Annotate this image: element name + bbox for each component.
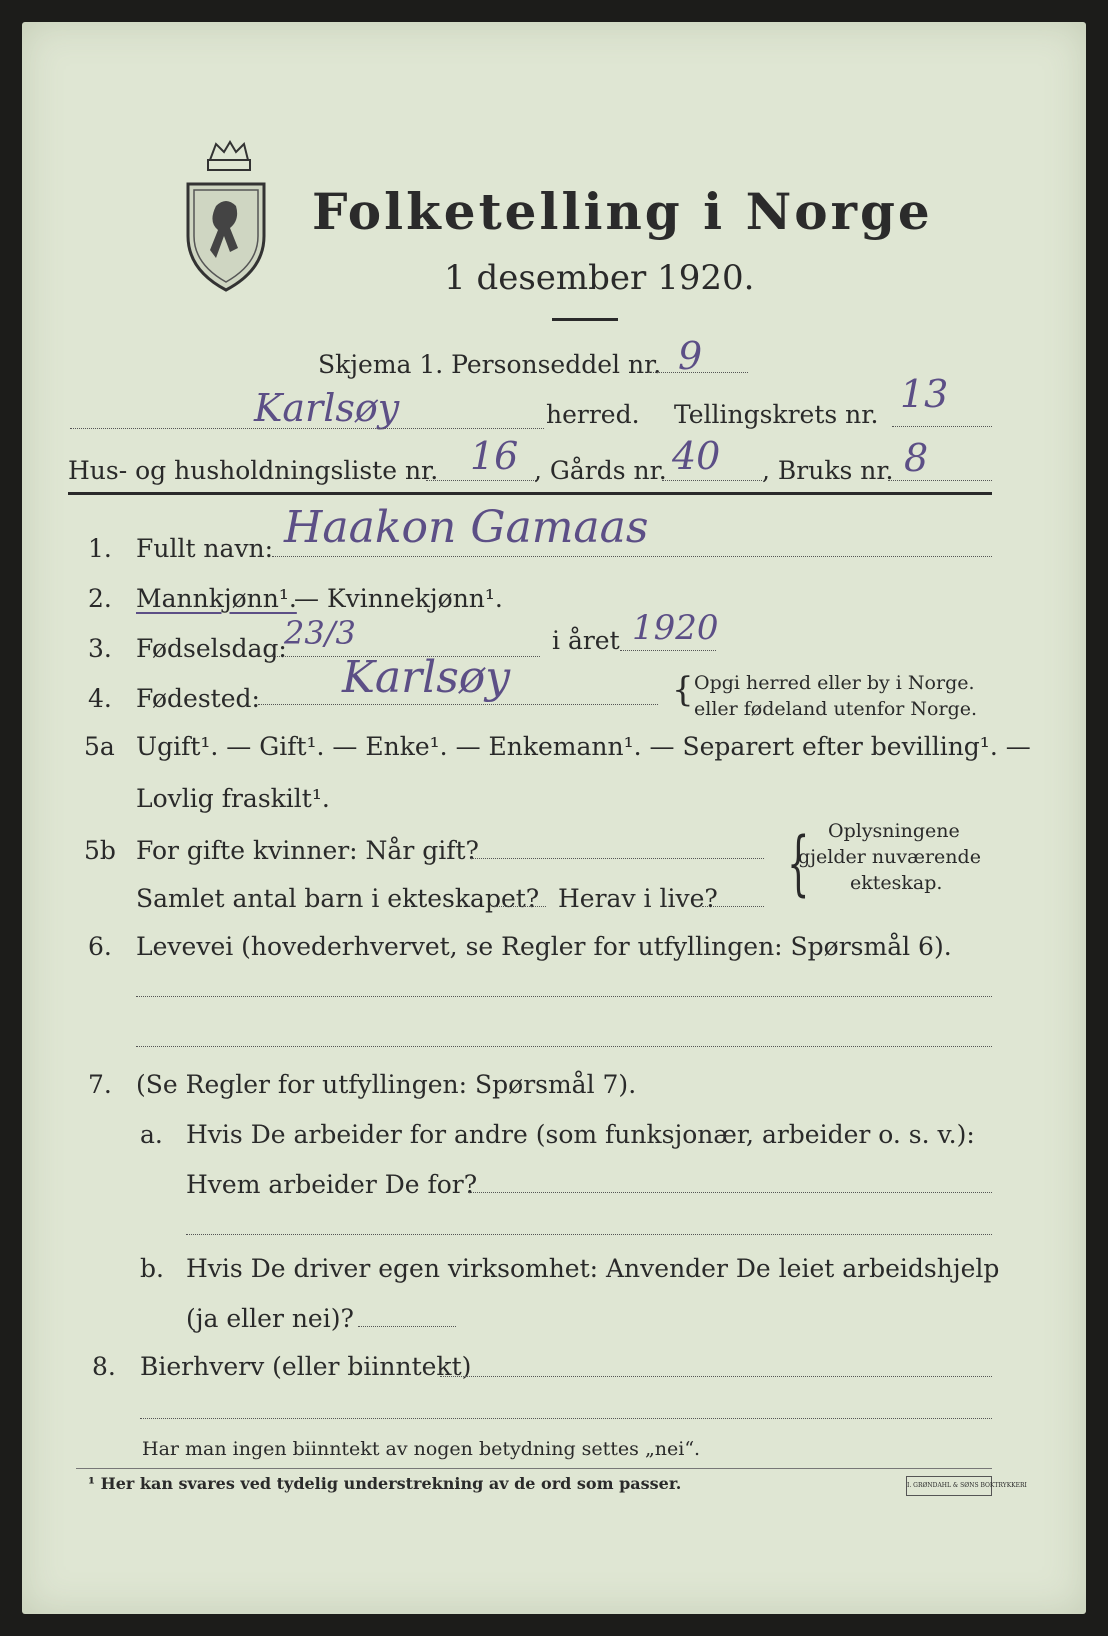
title-divider: [552, 318, 618, 321]
q7a-label: Hvis De arbeider for andre (som funksjonær, arbeider o. s. v.):: [186, 1120, 975, 1149]
q7b-number: b.: [140, 1254, 164, 1283]
header-rule: [68, 492, 992, 495]
q3-year-label: i året: [552, 626, 620, 655]
tellingskrets-value[interactable]: 13: [900, 372, 949, 416]
birthplace-value[interactable]: Karlsøy: [342, 652, 511, 703]
q3-number: 3.: [88, 634, 112, 663]
census-form: Folketelling i Norge 1 desember 1920. Skjema 1. Personseddel nr. 9 Karlsøy herred. Tellingskrets nr. 13 Hus- og husholdningsliste nr. 16 , Gårds nr. 40 , Bruks nr. 8 1. Fullt navn: Haakon Gamaas 2. Mannkjønn¹. — Kvinnekjønn¹. 3. Fødselsdag: 23/3 i året 1920 4. Fødested: Karlsøy { Opgi herred eller by i Norge. eller fødeland utenfor Norge. 5a Ugift¹. — Gift¹. — Enke¹. — Enkemann¹. — Separert efter bevilling¹. — Lovlig fraskilt¹. 5b For gifte kvinner: Når gift? Samlet antal barn i ekteskapet? Herav i live? { Oplysningene gjelder nuværende ekteskap. 6. Levevei (hovederhvervet, se Regler for utfyllingen: Spørsmål 6). 7. (Se Regler for utfyllingen: Spørsmål 7). a. Hvis De arbeider for andre (som funksjonær, arbeider o. s. v.): Hvem arbeider De for? b. Hvis De driver egen virksomhet: Anvender De leiet arbeidshjelp (ja eller nei)? 8. Bierhverv (eller biinntekt) Har man ingen biinntekt av nogen betydning settes „nei“. ¹ Her kan svares ved tydelig understrekning av de ord som passer. I. GRØNDAHL & SØNS BOKTRYKKERI: [22, 22, 1086, 1614]
q5b-note-2: gjelder nuværende: [798, 846, 981, 868]
q6-line-1[interactable]: [136, 996, 992, 997]
q7a-employer-label: Hvem arbeider De for?: [186, 1170, 478, 1199]
q6-line-2[interactable]: [136, 1046, 992, 1047]
q8-line-2[interactable]: [140, 1418, 992, 1419]
bruks-label: , Bruks nr.: [762, 456, 894, 485]
full-name-value[interactable]: Haakon Gamaas: [284, 502, 649, 553]
herred-value[interactable]: Karlsøy: [254, 386, 400, 430]
hus-label: Hus- og husholdningsliste nr.: [68, 456, 439, 485]
q8-line-1[interactable]: [440, 1376, 992, 1377]
q4-label: Fødested:: [136, 684, 260, 713]
q4-number: 4.: [88, 684, 112, 713]
footnote: ¹ Her kan svares ved tydelig understrekning av de ord som passer.: [88, 1474, 682, 1493]
q7-number: 7.: [88, 1070, 112, 1099]
q4-note-1: Opgi herred eller by i Norge.: [694, 672, 975, 694]
q5a-number: 5a: [84, 732, 115, 761]
q8-number: 8.: [92, 1352, 116, 1381]
printer-stamp: I. GRØNDAHL & SØNS BOKTRYKKERI: [906, 1476, 992, 1496]
q5b-note-1: Oplysningene: [828, 820, 960, 842]
q4-note-2: eller fødeland utenfor Norge.: [694, 698, 978, 720]
q5b-alive-label: Herav i live?: [558, 884, 718, 913]
q2-female-option[interactable]: — Kvinnekjønn¹.: [294, 584, 503, 613]
gards-label: , Gårds nr.: [534, 456, 667, 485]
q7a-number: a.: [140, 1120, 163, 1149]
q5b-children-label: Samlet antal barn i ekteskapet?: [136, 884, 540, 913]
census-date: 1 desember 1920.: [444, 258, 755, 298]
q2-male-option[interactable]: Mannkjønn¹.: [136, 584, 297, 613]
q7b-answer-label: (ja eller nei)?: [186, 1304, 354, 1333]
form-title: Folketelling i Norge: [312, 182, 933, 241]
q5b-note-3: ekteskap.: [850, 872, 943, 894]
bruks-value[interactable]: 8: [904, 436, 929, 480]
q7a-line-2[interactable]: [186, 1234, 992, 1235]
gards-value[interactable]: 40: [672, 434, 721, 478]
coat-of-arms-icon: [180, 140, 272, 292]
q8-label: Bierhverv (eller biinntekt): [140, 1352, 472, 1381]
q5a-options-cont[interactable]: Lovlig fraskilt¹.: [136, 784, 330, 813]
q7-label: (Se Regler for utfyllingen: Spørsmål 7).: [136, 1070, 637, 1099]
personseddel-value[interactable]: 9: [678, 334, 703, 378]
herred-label: herred.: [546, 400, 640, 429]
q7a-employer-line[interactable]: [468, 1192, 992, 1193]
q7b-label: Hvis De driver egen virksomhet: Anvender De leiet arbeidshjelp: [186, 1254, 1000, 1283]
schema-label: Skjema 1. Personseddel nr.: [318, 350, 662, 379]
q3-label: Fødselsdag:: [136, 634, 287, 663]
q8-note: Har man ingen biinntekt av nogen betydning settes „nei“.: [142, 1438, 701, 1460]
q1-number: 1.: [88, 534, 112, 563]
hus-value[interactable]: 16: [470, 434, 519, 478]
q2-number: 2.: [88, 584, 112, 613]
birthdate-value[interactable]: 23/3: [284, 614, 356, 652]
q6-number: 6.: [88, 932, 112, 961]
birth-year-value[interactable]: 1920: [632, 608, 719, 648]
q1-label: Fullt navn:: [136, 534, 274, 563]
q5a-options[interactable]: Ugift¹. — Gift¹. — Enke¹. — Enkemann¹. — Separert efter bevilling¹. —: [136, 732, 1031, 761]
q5b-label: For gifte kvinner: Når gift?: [136, 836, 479, 865]
q7b-answer-line[interactable]: [358, 1326, 456, 1327]
tellingskrets-label: Tellingskrets nr.: [674, 400, 879, 429]
q6-label: Levevei (hovederhvervet, se Regler for utfyllingen: Spørsmål 6).: [136, 932, 952, 961]
q5b-number: 5b: [84, 836, 116, 865]
